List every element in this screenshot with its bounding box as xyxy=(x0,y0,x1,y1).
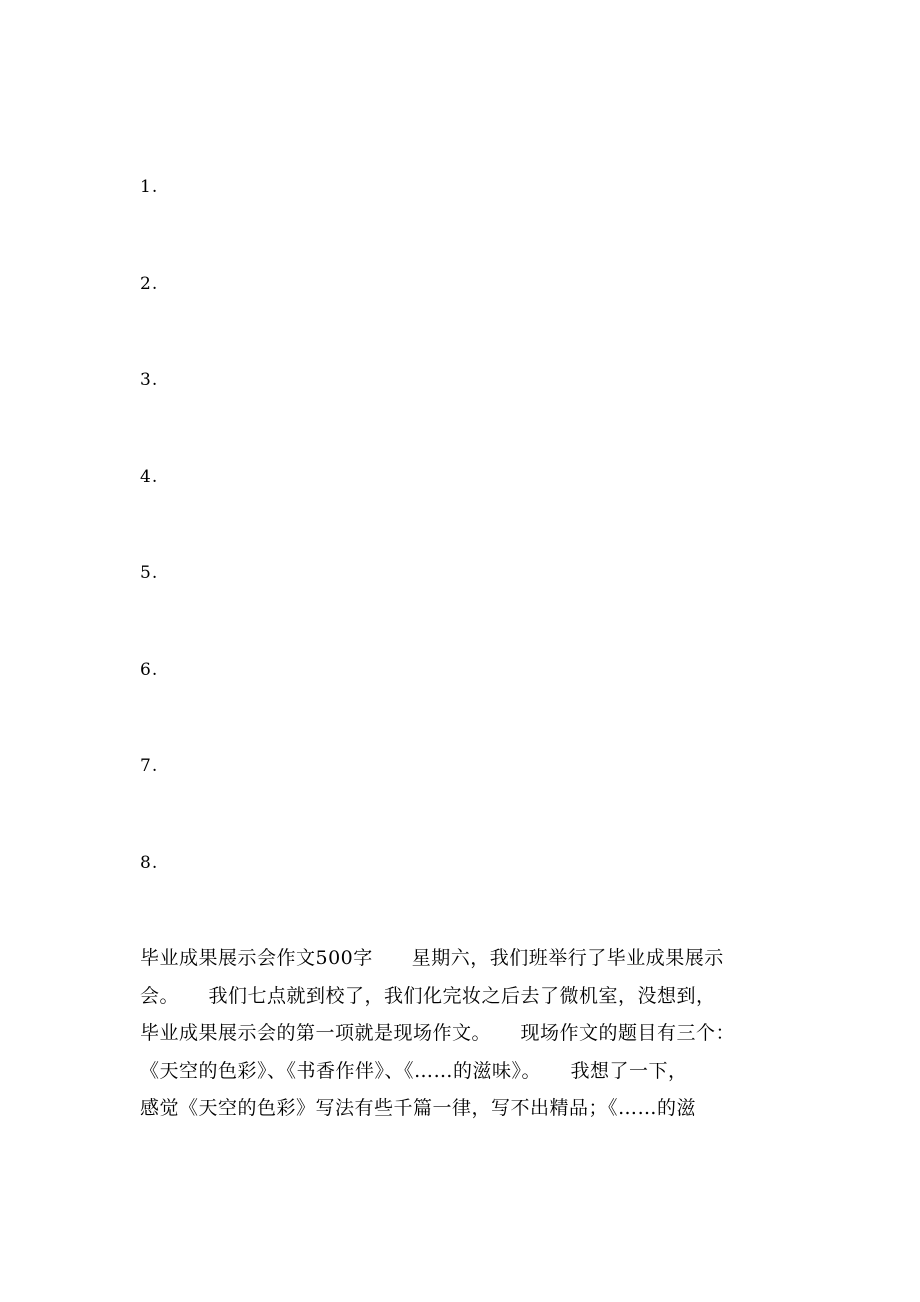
numbered-list xyxy=(140,176,158,948)
list-item: 4. xyxy=(140,466,159,487)
list-item: 1. xyxy=(140,177,159,197)
list-item: 6. xyxy=(140,659,159,680)
list-item: 3. xyxy=(140,370,159,390)
essay-line: 会。 我们七点就到校了，我们化完妆之后去了微机室，没想到， xyxy=(140,984,716,1007)
list-item: 5. xyxy=(140,563,159,583)
list-item: 7. xyxy=(140,756,159,776)
essay-line: 《天空的色彩》、《书香作伴》、《……的滋味》。 我想了一下， xyxy=(140,1059,688,1082)
essay-line: 毕业成果展示会的第一项就是现场作文。 现场作文的题目有三个： xyxy=(140,1022,736,1044)
essay-line: 感觉《天空的色彩》写法有些千篇一律，写不出精品；《……的滋 xyxy=(140,1097,697,1119)
list-item: 2. xyxy=(140,273,159,294)
essay-body xyxy=(140,940,780,1128)
essay-line: 毕业成果展示会作文500字 星期六，我们班举行了毕业成果展示 xyxy=(140,947,724,969)
list-item: 8. xyxy=(140,852,159,873)
